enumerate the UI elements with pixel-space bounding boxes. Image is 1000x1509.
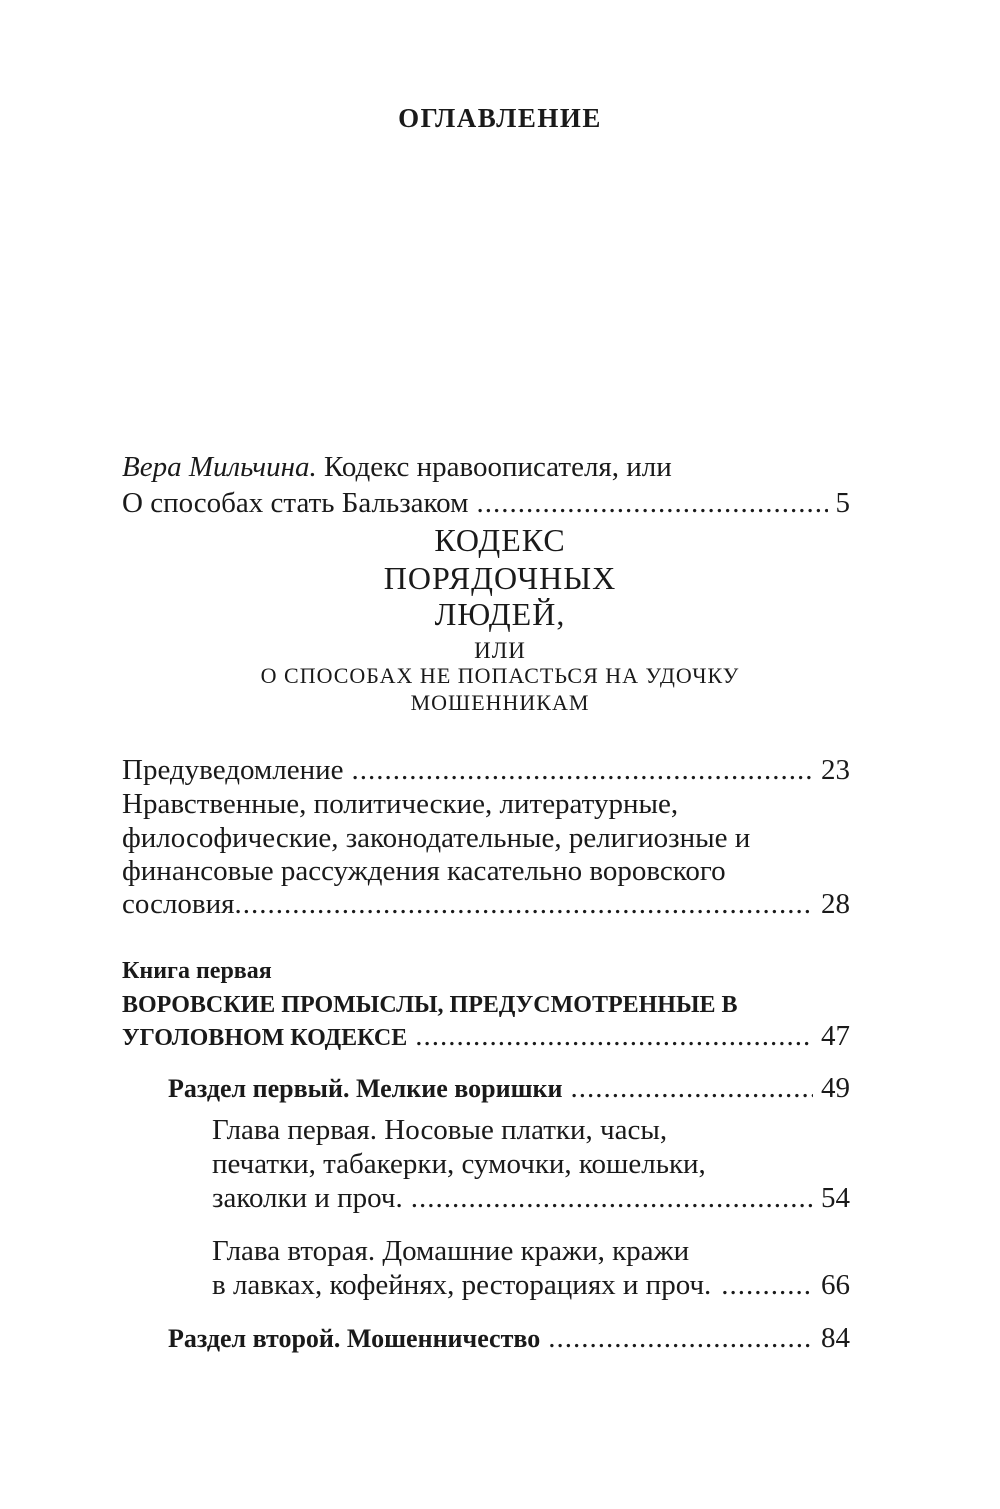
foreword-label: Предуведомление: [122, 754, 344, 786]
page-number: 23: [821, 754, 850, 786]
chapter1-line1[interactable]: Глава первая. Носовые платки, часы,: [212, 1114, 668, 1146]
book-subtitle-line1: О СПОСОБАХ НЕ ПОПАСТЬСЯ НА УДОЧКУ: [260, 663, 740, 688]
book-title-or: ИЛИ: [474, 638, 526, 663]
leader-dots: [411, 1180, 813, 1216]
section2-label: Раздел второй. Мошенничество: [168, 1324, 541, 1353]
book1-title-line2: УГОЛОВНОМ КОДЕКСЕ: [122, 1025, 408, 1051]
toc-chapter2[interactable]: [212, 1267, 850, 1303]
chapter1-line3: заколки и проч.: [212, 1182, 403, 1214]
page-number: 47: [821, 1020, 850, 1052]
page-number: 5: [835, 487, 850, 519]
chapter2-line2: в лавках, кофейнях, ресторациях и проч.: [212, 1269, 712, 1301]
section1-label: Раздел первый. Мелкие воришки: [168, 1074, 563, 1103]
toc-intro-line1[interactable]: [122, 449, 850, 485]
book1-heading: Книга первая: [122, 958, 272, 984]
leader-dots: [721, 1267, 813, 1303]
page-number: 28: [821, 888, 850, 920]
intro-author: Вера Мильчина.: [122, 451, 317, 483]
toc-section1[interactable]: [168, 1070, 850, 1107]
leader-dots: [415, 1018, 813, 1054]
leader-dots: [235, 886, 814, 922]
toc-book1[interactable]: [122, 1018, 850, 1056]
intro-title-part2: О способах стать Бальзаком: [122, 487, 469, 519]
toc-section2[interactable]: [168, 1320, 850, 1357]
book-title-line1: КОДЕКС: [434, 522, 566, 558]
page-number: 66: [821, 1269, 850, 1301]
toc-reflections[interactable]: [122, 886, 850, 922]
leader-dots: [548, 1320, 813, 1356]
toc-intro-line2[interactable]: [122, 485, 850, 521]
leader-dots: [570, 1070, 813, 1106]
intro-title-part1: Кодекс нравоописателя, или: [316, 451, 672, 483]
book-subtitle-line2: МОШЕННИКАМ: [410, 690, 590, 715]
leader-dots: [476, 485, 827, 521]
toc-chapter1[interactable]: [212, 1180, 850, 1216]
chapter1-line2[interactable]: печатки, табакерки, сумочки, кошельки,: [212, 1148, 706, 1180]
chapter2-line1[interactable]: Глава вторая. Домашние кражи, кражи: [212, 1235, 690, 1267]
reflections-line2[interactable]: философические, законодательные, религиозные и: [122, 822, 751, 854]
page-number: 54: [821, 1182, 850, 1214]
reflections-line1[interactable]: Нравственные, политические, литературные,: [122, 788, 679, 820]
book-title-line3: ЛЮДЕЙ,: [434, 596, 566, 632]
book1-title-line1[interactable]: ВОРОВСКИЕ ПРОМЫСЛЫ, ПРЕДУСМОТРЕННЫЕ В: [122, 992, 738, 1018]
leader-dots: [352, 752, 813, 788]
page-number: 49: [821, 1072, 850, 1104]
page-number: 84: [821, 1322, 850, 1354]
reflections-line3[interactable]: финансовые рассуждения касательно воровского: [122, 855, 726, 887]
page-title: ОГЛАВЛЕНИЕ: [398, 103, 602, 133]
reflections-line4: сословия: [122, 888, 235, 920]
toc-foreword[interactable]: [122, 752, 850, 788]
book-title-line2: ПОРЯДОЧНЫХ: [383, 560, 617, 596]
